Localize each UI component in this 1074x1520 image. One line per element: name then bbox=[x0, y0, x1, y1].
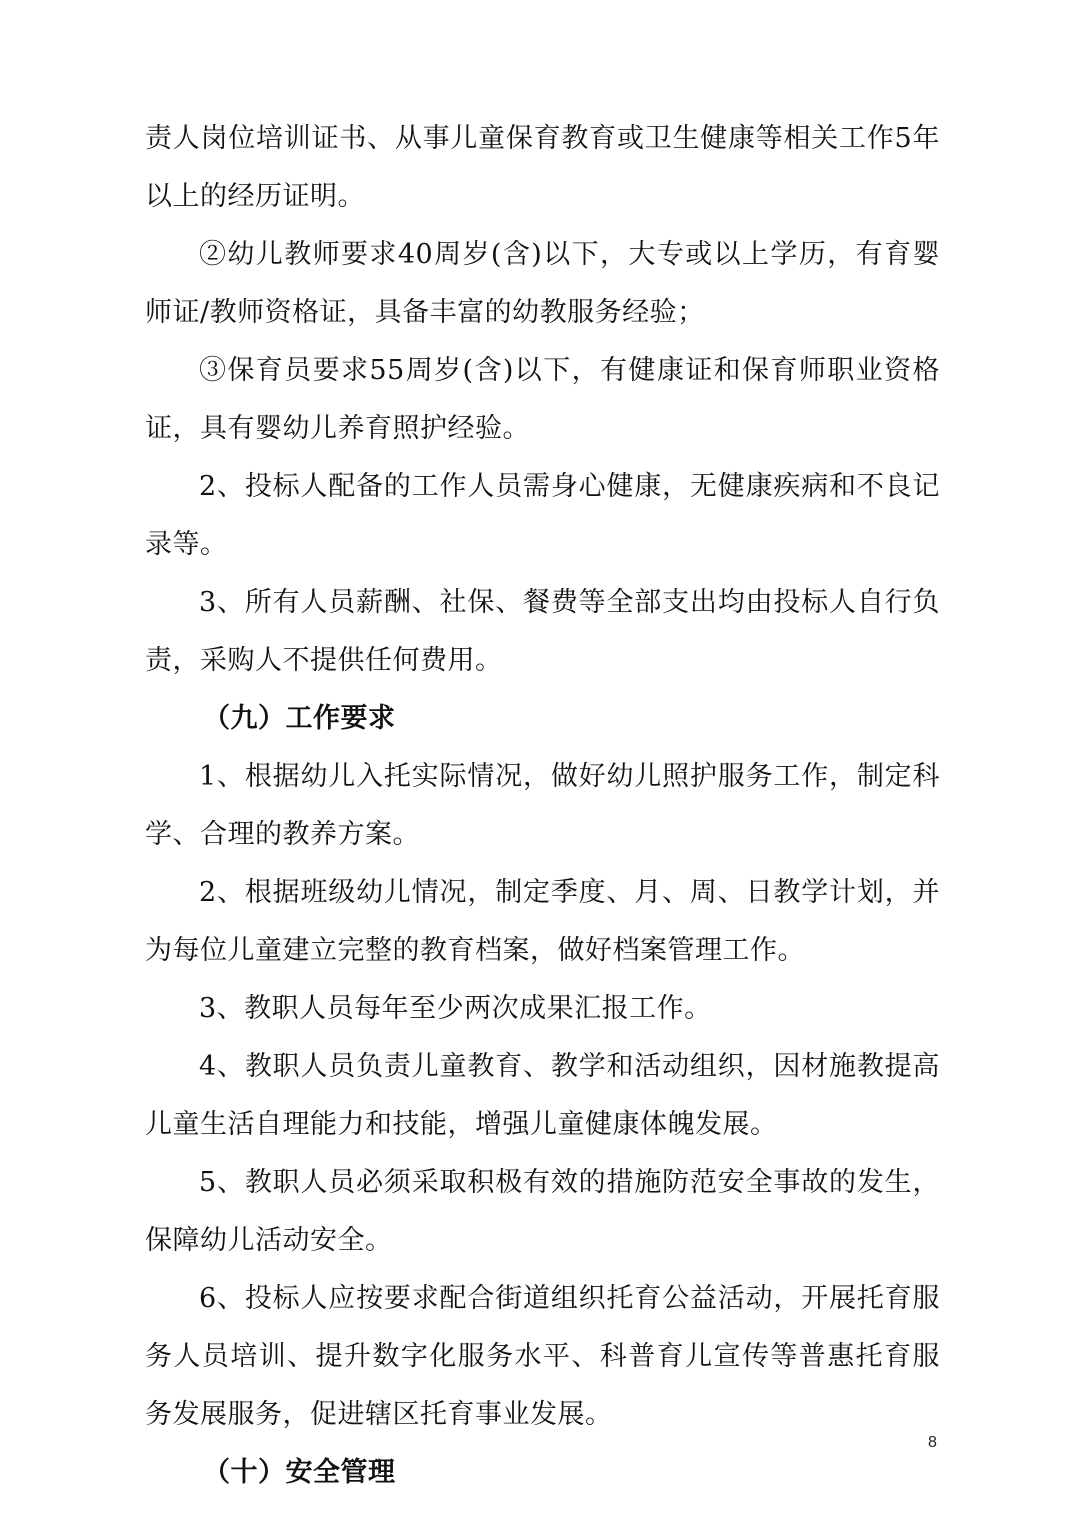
work-requirement-item-1: 1、根据幼儿入托实际情况，做好幼儿照护服务工作，制定科学、合理的教养方案。 bbox=[145, 761, 940, 850]
section-heading-work-requirements: （九）工作要求 bbox=[203, 703, 396, 734]
work-requirement-item-6: 6、投标人应按要求配合街道组织托育公益活动，开展托育服务人员培训、提升数字化服务水平、科普育儿宣传等普惠托育服务发展服务，促进辖区托育事业发展。 bbox=[145, 1283, 940, 1430]
work-requirement-item-5: 5、教职人员必须采取积极有效的措施防范安全事故的发生，保障幼儿活动安全。 bbox=[145, 1167, 940, 1256]
section-heading-safety-management: （十）安全管理 bbox=[203, 1457, 396, 1488]
paragraph-caregiver-requirements: ③保育员要求55周岁(含)以下，有健康证和保育师职业资格证，具有婴幼儿养育照护经验。 bbox=[145, 355, 940, 444]
document-body bbox=[145, 110, 940, 1502]
paragraph-staff-health: 2、投标人配备的工作人员需身心健康，无健康疾病和不良记录等。 bbox=[145, 471, 940, 560]
page-number: 8 bbox=[928, 1434, 937, 1451]
paragraph-teacher-requirements: ②幼儿教师要求40周岁(含)以下，大专或以上学历，有育婴师证/教师资格证，具备丰富的幼教服务经验； bbox=[145, 239, 940, 328]
paragraph-staff-costs: 3、所有人员薪酬、社保、餐费等全部支出均由投标人自行负责，采购人不提供任何费用。 bbox=[145, 587, 940, 676]
work-requirement-item-4: 4、教职人员负责儿童教育、教学和活动组织，因材施教提高儿童生活自理能力和技能，增强儿童健康体魄发展。 bbox=[145, 1051, 940, 1140]
work-requirement-item-3: 3、教职人员每年至少两次成果汇报工作。 bbox=[199, 993, 712, 1024]
work-requirement-item-2: 2、根据班级幼儿情况，制定季度、月、周、日教学计划，并为每位儿童建立完整的教育档案，做好档案管理工作。 bbox=[145, 877, 940, 966]
paragraph-credentials-continued: 责人岗位培训证书、从事儿童保育教育或卫生健康等相关工作5年以上的经历证明。 bbox=[145, 123, 940, 212]
